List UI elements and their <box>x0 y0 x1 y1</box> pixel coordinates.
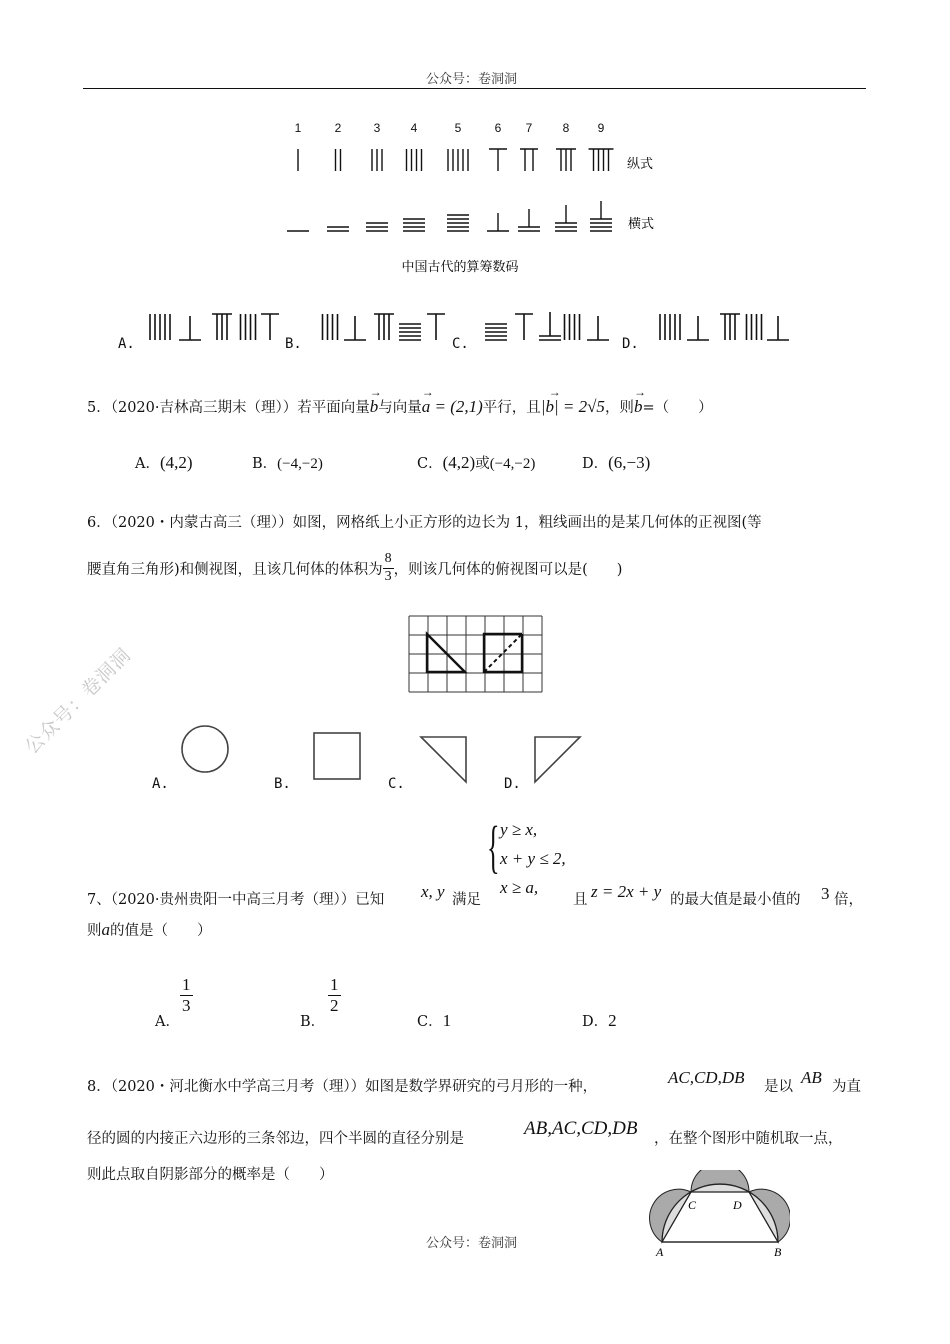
q7-z-expr: z = 2x + y <box>591 882 662 901</box>
page-footer: 公众号：卷洞洞 <box>426 1236 518 1251</box>
q6-views-grid <box>408 615 543 693</box>
q6-line2: 腰直角三角形)和侧视图，且该几何体的体积为 $\frac{8}{3}$ ，则该几何体的俯视图可以是( ) <box>87 551 623 584</box>
q6-option-b-label: B. <box>274 776 291 792</box>
rod-digit-1: 1 <box>294 121 302 135</box>
q7-option-b-label: B． <box>300 1014 326 1030</box>
q7-mid2: 且 <box>573 892 588 908</box>
q4-option-d-label: D. <box>622 336 639 352</box>
q5-vec-a: → a = (2,1) <box>421 385 483 416</box>
watermark: 公众号：卷洞洞 <box>20 643 136 759</box>
q8-line1-mid: 是以 <box>764 1079 793 1095</box>
q7-mid3: 的最大值是最小值的 <box>670 892 801 908</box>
rod-digit-6: 6 <box>494 121 502 135</box>
q7-mid1: 满足 <box>452 892 481 908</box>
q7-sys2: x + y ≤ 2, <box>500 849 566 868</box>
q5-text <box>87 385 713 417</box>
horizontal-form-label: 横式 <box>628 217 655 232</box>
q8-line1-math2: AB <box>801 1068 822 1087</box>
q6-option-c-triangle <box>418 734 470 786</box>
q4-option-b-label: B. <box>285 336 302 352</box>
label-D: D <box>733 1198 742 1212</box>
side-view-dashed-diagonal <box>484 634 522 672</box>
q6-volume-fraction: $\frac{8}{3}$ <box>384 551 392 584</box>
label-C: C <box>688 1198 697 1212</box>
q6-option-a-circle <box>178 722 232 776</box>
q7-option-a-fraction: $\frac{1}{3}$ <box>182 975 191 1015</box>
header-rule <box>83 88 866 89</box>
q5-option-b: B．(−4,−2) <box>252 456 323 472</box>
q5-vec-b: → b <box>369 385 382 416</box>
vertical-form-label: 纵式 <box>627 157 654 172</box>
q7-three: 3 <box>821 884 830 903</box>
q5-mid3: ，则 <box>604 400 634 416</box>
q4-option-a-label: A. <box>118 336 135 352</box>
q8-line1-suffix: 为直 <box>832 1079 861 1095</box>
q7-sys1: y ≥ x, <box>500 820 538 839</box>
q6-line1: 6．（2020・内蒙古高三（理））如图，网格纸上小正方形的边长为 1，粗线画出的是某几何体的正视图(等 <box>87 515 762 531</box>
rod-digit-4: 4 <box>410 121 418 135</box>
front-view-triangle <box>427 634 465 672</box>
q5-vec-b2: → b <box>633 385 646 416</box>
q8-line1-math1: AC,CD,DB <box>668 1068 745 1087</box>
q8-crescent-figure <box>640 1170 790 1262</box>
counting-rods-figure <box>270 115 690 285</box>
label-A: A <box>656 1245 664 1259</box>
q6-option-a-label: A. <box>152 776 169 792</box>
q7-vars: x, y <box>421 882 445 901</box>
q5-norm: → |b| = 2√5 <box>540 385 605 416</box>
q6-option-d-label: D. <box>504 776 521 792</box>
q8-line2-prefix: 径的圆的内接正六边形的三条邻边，四个半圆的直径分别是 <box>87 1131 464 1147</box>
q7-prefix: 7、（2020·贵州贵阳一中高三月考（理））已知 <box>87 892 385 908</box>
q7-option-b-fraction: $\frac{1}{2}$ <box>330 975 339 1015</box>
q5-mid1: 与向量 <box>378 400 422 416</box>
label-B: B <box>774 1245 782 1259</box>
q5-option-d: D．(6,−3) <box>582 453 651 472</box>
q6-option-d-triangle <box>532 734 584 786</box>
q8-line1-prefix: 8．（2020・河北衡水中学高三月考（理））如图是数学界研究的弓月形的一种， <box>87 1079 598 1095</box>
q7-line2: 则a的值是（ ） <box>87 920 212 939</box>
q7-mid4: 倍， <box>834 892 863 908</box>
rod-digit-9: 9 <box>597 121 605 135</box>
q8-line2-math: AB,AC,CD,DB <box>524 1118 638 1139</box>
q5-suffix: =（ ） <box>642 400 713 416</box>
q8-line3: 则此点取自阴影部分的概率是（ ） <box>87 1167 334 1183</box>
rod-digit-3: 3 <box>373 121 381 135</box>
q5-option-c: C．(4,2)或(−4,−2) <box>417 453 536 472</box>
page-header: 公众号：卷洞洞 <box>426 72 518 87</box>
q5-option-a: A．(4,2) <box>135 453 193 472</box>
rod-digit-5: 5 <box>454 121 462 135</box>
rods-caption: 中国古代的算筹数码 <box>401 260 519 275</box>
q7-sys3: x ≥ a, <box>500 878 539 897</box>
q7-system-brace: { <box>487 814 500 879</box>
rod-digit-8: 8 <box>562 121 570 135</box>
rod-digit-2: 2 <box>334 121 342 135</box>
q7-option-c: C．1 <box>417 1011 452 1030</box>
q6-option-b-square <box>310 730 364 782</box>
q4-option-c-label: C. <box>452 336 469 352</box>
q6-option-c-label: C. <box>388 776 405 792</box>
q4-rod-numerals <box>140 300 800 350</box>
q8-line2-suffix: ，在整个图形中随机取一点， <box>654 1131 843 1147</box>
q5-prefix: 5．（2020·吉林高三期末（理））若平面向量 <box>87 400 370 416</box>
q7-option-a-label: A． <box>155 1014 180 1030</box>
rod-digit-7: 7 <box>525 121 533 135</box>
q7-option-d: D．2 <box>582 1011 617 1030</box>
q5-mid2: 平行，且 <box>482 400 541 416</box>
